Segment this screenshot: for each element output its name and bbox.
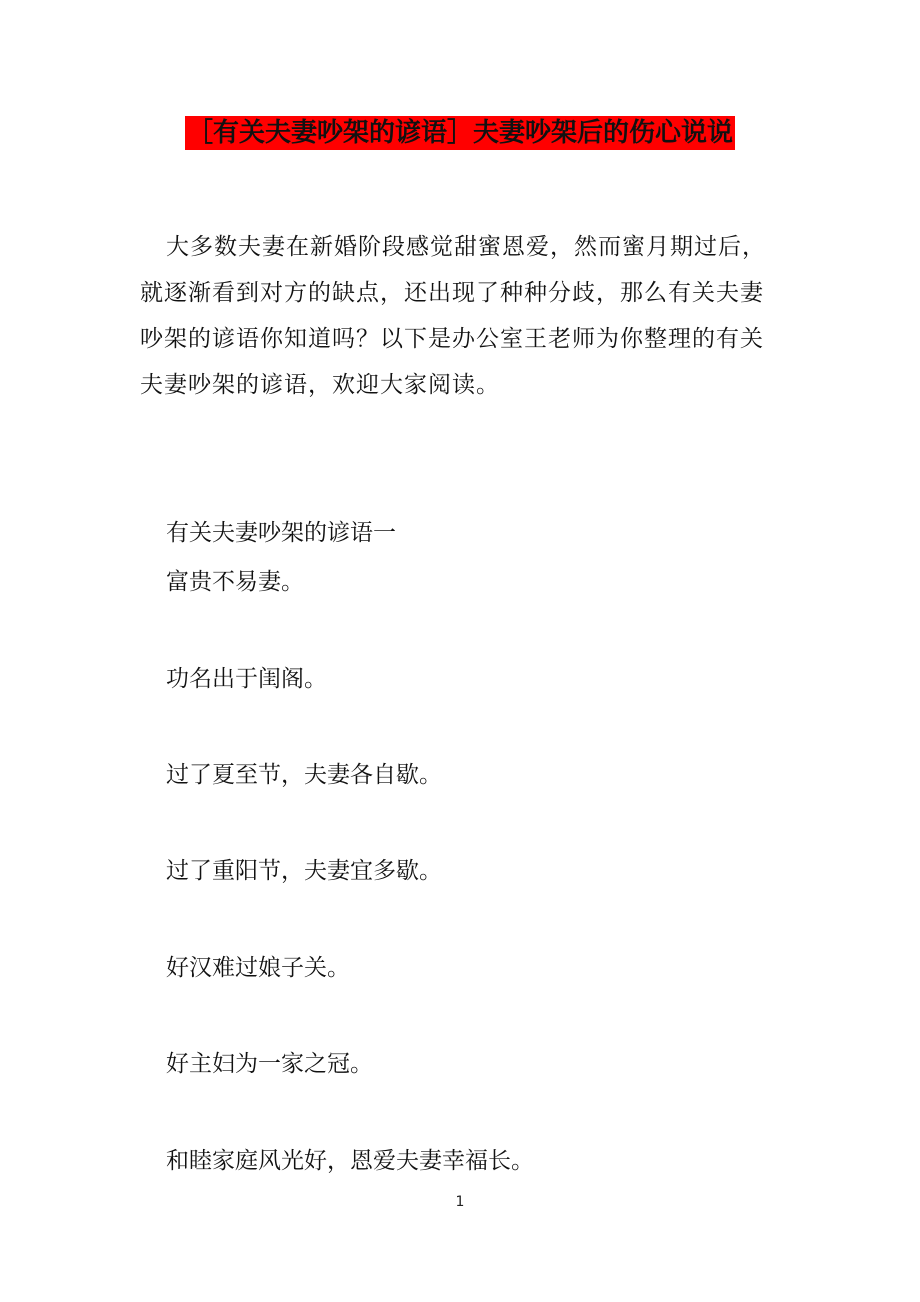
- saying-line: 过了重阳节，夫妻宜多歇。: [166, 858, 442, 884]
- saying-line: 好主妇为一家之冠。: [166, 1051, 373, 1077]
- saying-line: 和睦家庭风光好，恩爱夫妻幸福长。: [166, 1148, 534, 1174]
- section-heading: 有关夫妻吵架的谚语一: [166, 520, 396, 546]
- title-text: ［有关夫妻吵架的谚语］夫妻吵架后的伤心说说: [186, 118, 733, 148]
- document-title: [0, 114, 920, 152]
- page-number: 1: [455, 1194, 465, 1210]
- saying-line: 功名出于闺阁。: [166, 666, 327, 692]
- saying-line: 好汉难过娘子关。: [166, 955, 350, 981]
- intro-paragraph: 大多数夫妻在新婚阶段感觉甜蜜恩爱，然而蜜月期过后，就逐渐看到对方的缺点，还出现了种种分歧，那么有关夫妻吵架的谚语你知道吗？以下是办公室王老师为你整理的有关夫妻吵架的谚语，欢迎大家阅读。: [140, 234, 766, 398]
- saying-line: 过了夏至节，夫妻各自歇。: [166, 762, 442, 788]
- saying-line: 富贵不易妻。: [166, 569, 304, 595]
